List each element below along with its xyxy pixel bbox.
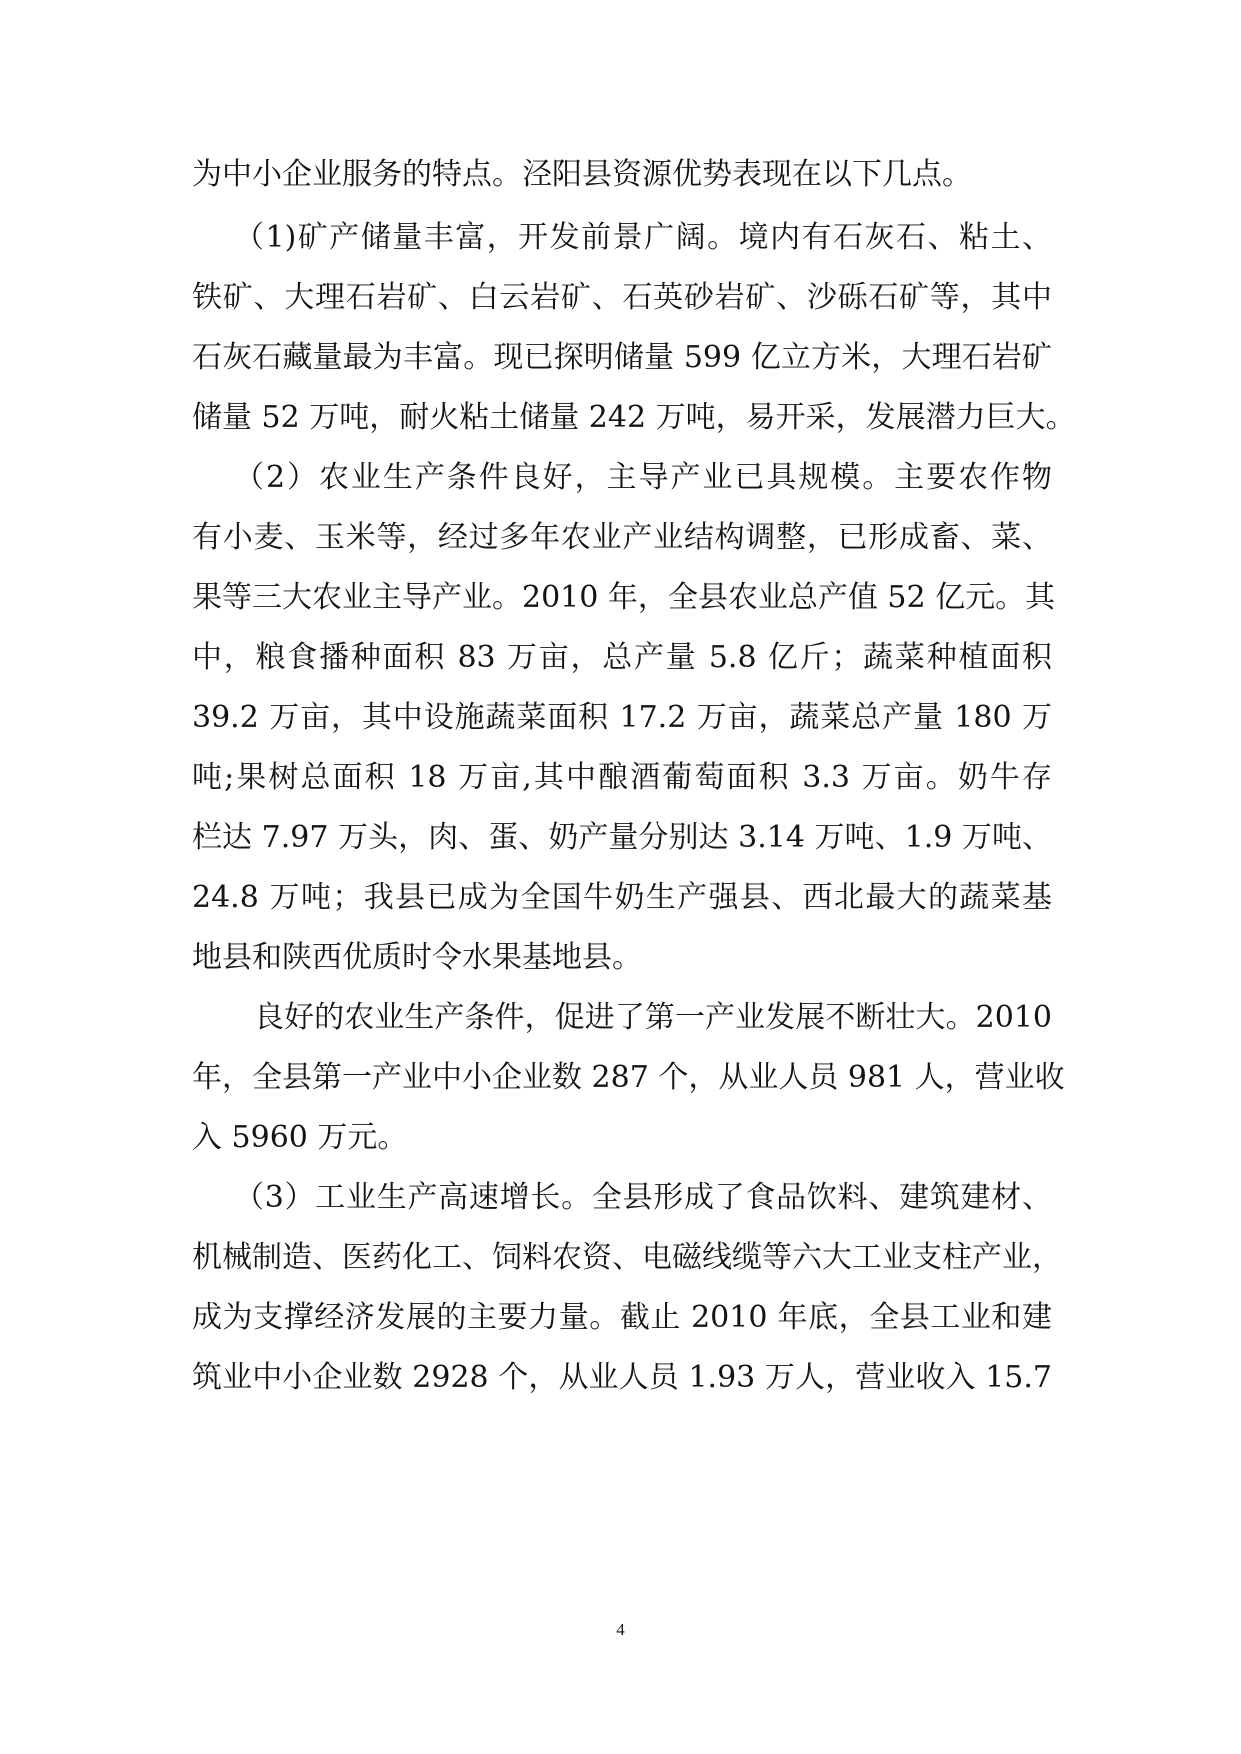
text-line: 吨;果树总面积 18 万亩,其中酿酒葡萄面积 3.3 万亩。奶牛存 (192, 760, 1052, 795)
text-line: 入 5960 万元。 (192, 1120, 408, 1155)
text-line: （1)矿产储量丰富，开发前景广阔。境内有石灰石、粘土、 (234, 220, 1052, 255)
text-line: 铁矿、大理石岩矿、白云岩矿、石英砂岩矿、沙砾石矿等，其中 (192, 280, 1052, 315)
text-line: （2）农业生产条件良好，主导产业已具规模。主要农作物 (234, 460, 1052, 495)
text-line: 中，粮食播种面积 83 万亩，总产量 5.8 亿斤；蔬菜种植面积 (192, 640, 1052, 675)
text-line: 果等三大农业主导产业。2010 年，全县农业总产值 52 亿元。其 (192, 580, 1056, 615)
text-line: 石灰石藏量最为丰富。现已探明储量 599 亿立方米，大理石岩矿 (192, 340, 1052, 375)
text-line: 栏达 7.97 万头，肉、蛋、奶产量分别达 3.14 万吨、1.9 万吨、 (192, 820, 1052, 855)
text-line: 机械制造、医药化工、饲料农资、电磁线缆等六大工业支柱产业， (192, 1240, 1062, 1275)
text-line: 地县和陕西优质时令水果基地县。 (192, 940, 642, 975)
text-line: 有小麦、玉米等，经过多年农业产业结构调整，已形成畜、菜、 (192, 520, 1052, 555)
text-line: 良好的农业生产条件，促进了第一产业发展不断壮大。2010 (254, 1000, 1052, 1035)
text-line: 39.2 万亩，其中设施蔬菜面积 17.2 万亩，蔬菜总产量 180 万 (192, 700, 1052, 735)
text-line: 为中小企业服务的特点。泾阳县资源优势表现在以下几点。 (192, 157, 972, 192)
text-line: 成为支撑经济发展的主要力量。截止 2010 年底，全县工业和建 (192, 1300, 1052, 1335)
page-number: 4 (616, 1620, 625, 1639)
text-line: 24.8 万吨；我县已成为全国牛奶生产强县、西北最大的蔬菜基 (192, 880, 1052, 915)
text-line: 储量 52 万吨，耐火粘土储量 242 万吨，易开采，发展潜力巨大。 (192, 400, 1076, 435)
text-line: 筑业中小企业数 2928 个，从业人员 1.93 万人，营业收入 15.7 (192, 1360, 1052, 1395)
text-line: 年，全县第一产业中小企业数 287 个，从业人员 981 人，营业收 (192, 1060, 1065, 1095)
text-line: （3）工业生产高速增长。全县形成了食品饮料、建筑建材、 (234, 1180, 1052, 1215)
